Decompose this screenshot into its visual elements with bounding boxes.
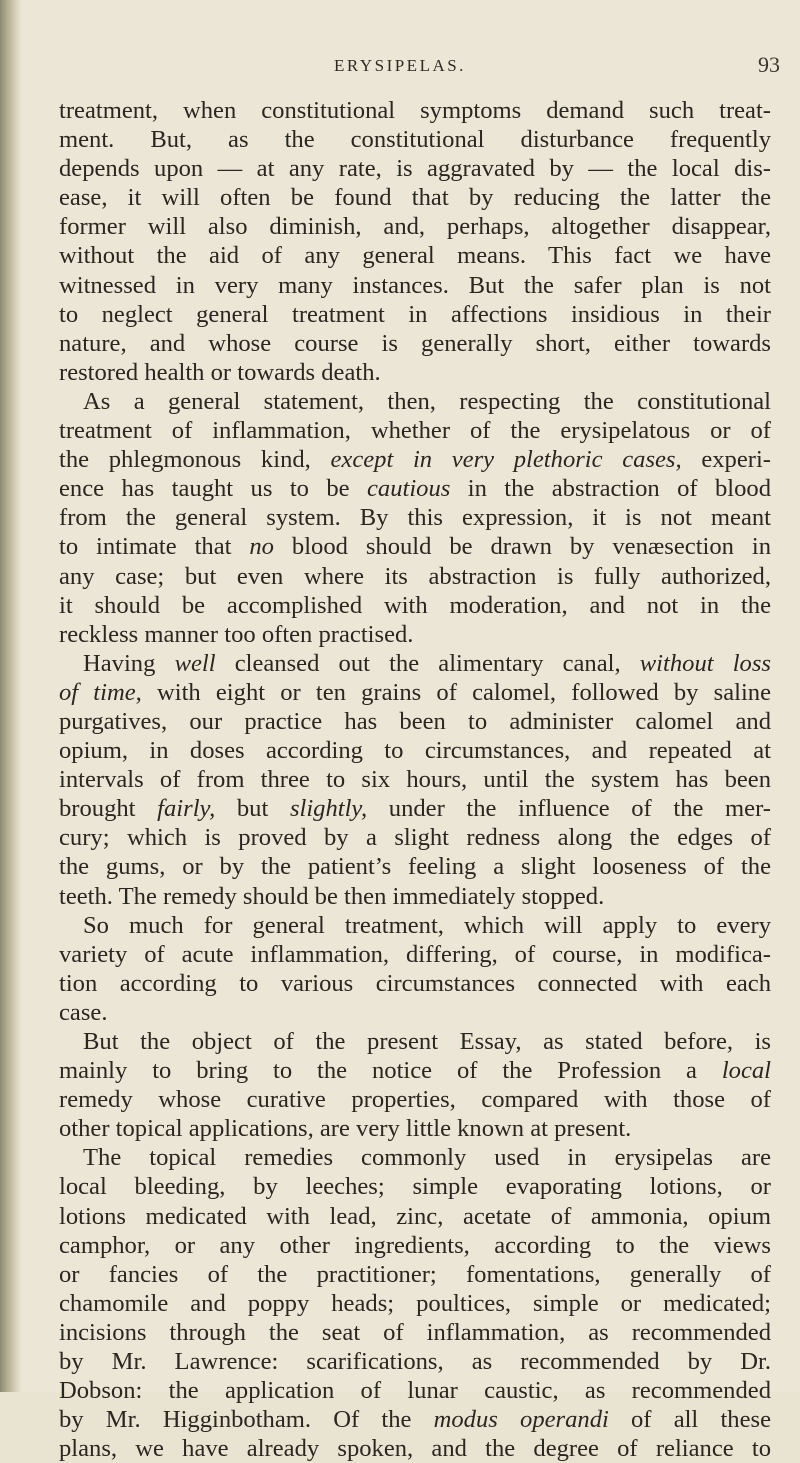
italic-segment: cautious (367, 475, 451, 503)
text-segment: in the abstraction of blood (450, 475, 771, 503)
text-line (59, 765, 771, 794)
text-line (59, 911, 771, 940)
text-segment: case. (59, 998, 108, 1026)
text-segment: the phlegmonous kind, (59, 446, 331, 474)
text-segment: cury; which is proved by a slight redness along the edges of (59, 824, 771, 852)
text-line (59, 271, 771, 300)
italic-segment: of time, (59, 678, 142, 706)
text-segment: but (215, 795, 290, 823)
italic-segment: no (249, 533, 274, 561)
text-line (59, 1231, 771, 1260)
text-line (59, 1172, 771, 1201)
text-line (59, 882, 771, 911)
text-segment: treatment of inflammation, whether of the erysipelatous or of (59, 417, 771, 445)
text-line (59, 503, 771, 532)
italic-segment: without loss (639, 649, 771, 677)
text-segment: experi- (681, 446, 771, 474)
text-segment: from the general system. By this expression, it is not meant (59, 504, 771, 532)
text-segment: ence has taught us to be (59, 475, 367, 503)
text-line (59, 1056, 771, 1085)
text-segment: opium, in doses according to circumstances, and repeated at (59, 737, 771, 765)
text-segment: Having (83, 649, 175, 677)
text-segment: intervals of from three to six hours, until the system has been (59, 766, 771, 794)
text-line (59, 1405, 771, 1434)
text-line (59, 183, 771, 212)
text-segment: it should be accomplished with moderation, and not in the (59, 591, 771, 619)
italic-segment: modus operandi (433, 1406, 609, 1434)
italic-segment: except in very plethoric cases, (330, 446, 682, 474)
text-segment: chamomile and poppy heads; poultices, simple or medicated; (59, 1289, 771, 1317)
text-segment: under the influence of the mer- (367, 795, 771, 823)
text-segment: the gums, or by the patient’s feeling a slight looseness of the (59, 853, 771, 881)
text-segment: restored health or towards death. (59, 358, 381, 386)
text-segment: any case; but even where its abstraction is fully authorized, (59, 562, 771, 590)
text-line (59, 823, 771, 852)
text-segment: witnessed in very many instances. But the safer plan is not (59, 271, 771, 299)
text-segment: brought (59, 795, 158, 823)
text-segment: without the aid of any general means. This fact we have (59, 242, 771, 270)
text-line (59, 474, 771, 503)
text-line (59, 649, 771, 678)
text-line (59, 1289, 771, 1318)
text-line (59, 1085, 771, 1114)
text-line (59, 707, 771, 736)
text-line (59, 998, 771, 1027)
text-segment: of all these (608, 1406, 771, 1434)
text-line (59, 387, 771, 416)
italic-segment: fairly, (157, 795, 216, 823)
text-segment: to neglect general treatment in affections insidious in their (59, 300, 771, 328)
text-segment: teeth. The remedy should be then immediately stopped. (59, 882, 605, 910)
text-segment: other topical applications, are very little known at present. (59, 1115, 632, 1143)
body-text (59, 96, 771, 1463)
page-number: 93 (758, 52, 780, 77)
italic-segment: slightly, (289, 795, 368, 823)
text-line (59, 1114, 771, 1143)
text-segment: tion according to various circumstances connected with each (59, 969, 771, 997)
text-line (59, 1260, 771, 1289)
text-line (59, 1202, 771, 1231)
text-line (59, 1143, 771, 1172)
text-segment: Dobson: the application of lunar caustic, as recommended (59, 1377, 771, 1405)
text-segment: variety of acute inflammation, differing, of course, in modifica- (59, 940, 771, 968)
text-line (59, 562, 771, 591)
text-segment: The topical remedies commonly used in erysipelas are (83, 1144, 771, 1172)
text-line (59, 852, 771, 881)
text-segment: cleansed out the alimentary canal, (215, 649, 640, 677)
text-line (59, 678, 771, 707)
text-line (59, 300, 771, 329)
text-segment: So much for general treatment, which will apply to every (83, 911, 771, 939)
text-segment: or fancies of the practitioner; fomentations, generally of (59, 1260, 771, 1288)
text-line (59, 358, 771, 387)
text-line (59, 620, 771, 649)
text-line (59, 736, 771, 765)
text-line (59, 1027, 771, 1056)
italic-segment: local (721, 1057, 771, 1085)
text-segment: former will also diminish, and, perhaps, altogether disappear, (59, 213, 771, 241)
italic-segment: well (174, 649, 216, 677)
text-segment: incisions through the seat of inflammation, as recommended (59, 1318, 771, 1346)
text-line (59, 1347, 771, 1376)
text-line (59, 329, 771, 358)
text-line (59, 591, 771, 620)
text-line (59, 416, 771, 445)
text-segment: nature, and whose course is generally short, either towards (59, 329, 771, 357)
running-head (0, 52, 800, 80)
text-line (59, 1434, 771, 1463)
text-segment: camphor, or any other ingredients, according to the views (59, 1231, 771, 1259)
text-segment: treatment, when constitutional symptoms demand such treat- (59, 97, 771, 124)
page-gutter-shadow (0, 0, 22, 1392)
running-title: ERYSIPELAS. (334, 56, 466, 75)
text-segment: remedy whose curative properties, compared with those of (59, 1086, 771, 1114)
text-segment: blood should be drawn by venæsection in (273, 533, 772, 561)
text-segment: ease, it will often be found that by reducing the latter the (59, 184, 771, 212)
text-line (59, 125, 771, 154)
text-segment: reckless manner too often practised. (59, 620, 414, 648)
text-segment: plans, we have already spoken, and the degree of reliance to (59, 1435, 771, 1463)
text-segment: ment. But, as the constitutional disturbance frequently (59, 126, 771, 154)
text-line (59, 212, 771, 241)
text-segment: As a general statement, then, respecting the constitutional (83, 387, 771, 415)
text-line (59, 241, 771, 270)
text-segment: lotions medicated with lead, zinc, acetate of ammonia, opium (59, 1202, 771, 1230)
text-line (59, 1318, 771, 1347)
text-line (59, 1376, 771, 1405)
text-line (59, 96, 771, 125)
text-segment: local bleeding, by leeches; simple evaporating lotions, or (59, 1173, 771, 1201)
text-line (59, 940, 771, 969)
text-segment: purgatives, our practice has been to administer calomel and (59, 707, 771, 735)
text-segment: by Mr. Higginbotham. Of the (59, 1406, 434, 1434)
text-segment: depends upon — at any rate, is aggravated by — the local dis- (59, 155, 771, 183)
text-segment: by Mr. Lawrence: scarifications, as recommended by Dr. (59, 1348, 771, 1376)
text-line (59, 445, 771, 474)
text-segment: mainly to bring to the notice of the Profession a (59, 1057, 722, 1085)
text-line (59, 532, 771, 561)
text-line (59, 969, 771, 998)
text-line (59, 154, 771, 183)
text-segment: with eight or ten grains of calomel, followed by saline (141, 678, 771, 706)
text-line (59, 794, 771, 823)
text-segment: But the object of the present Essay, as stated before, is (83, 1028, 771, 1055)
text-segment: to intimate that (59, 533, 250, 561)
